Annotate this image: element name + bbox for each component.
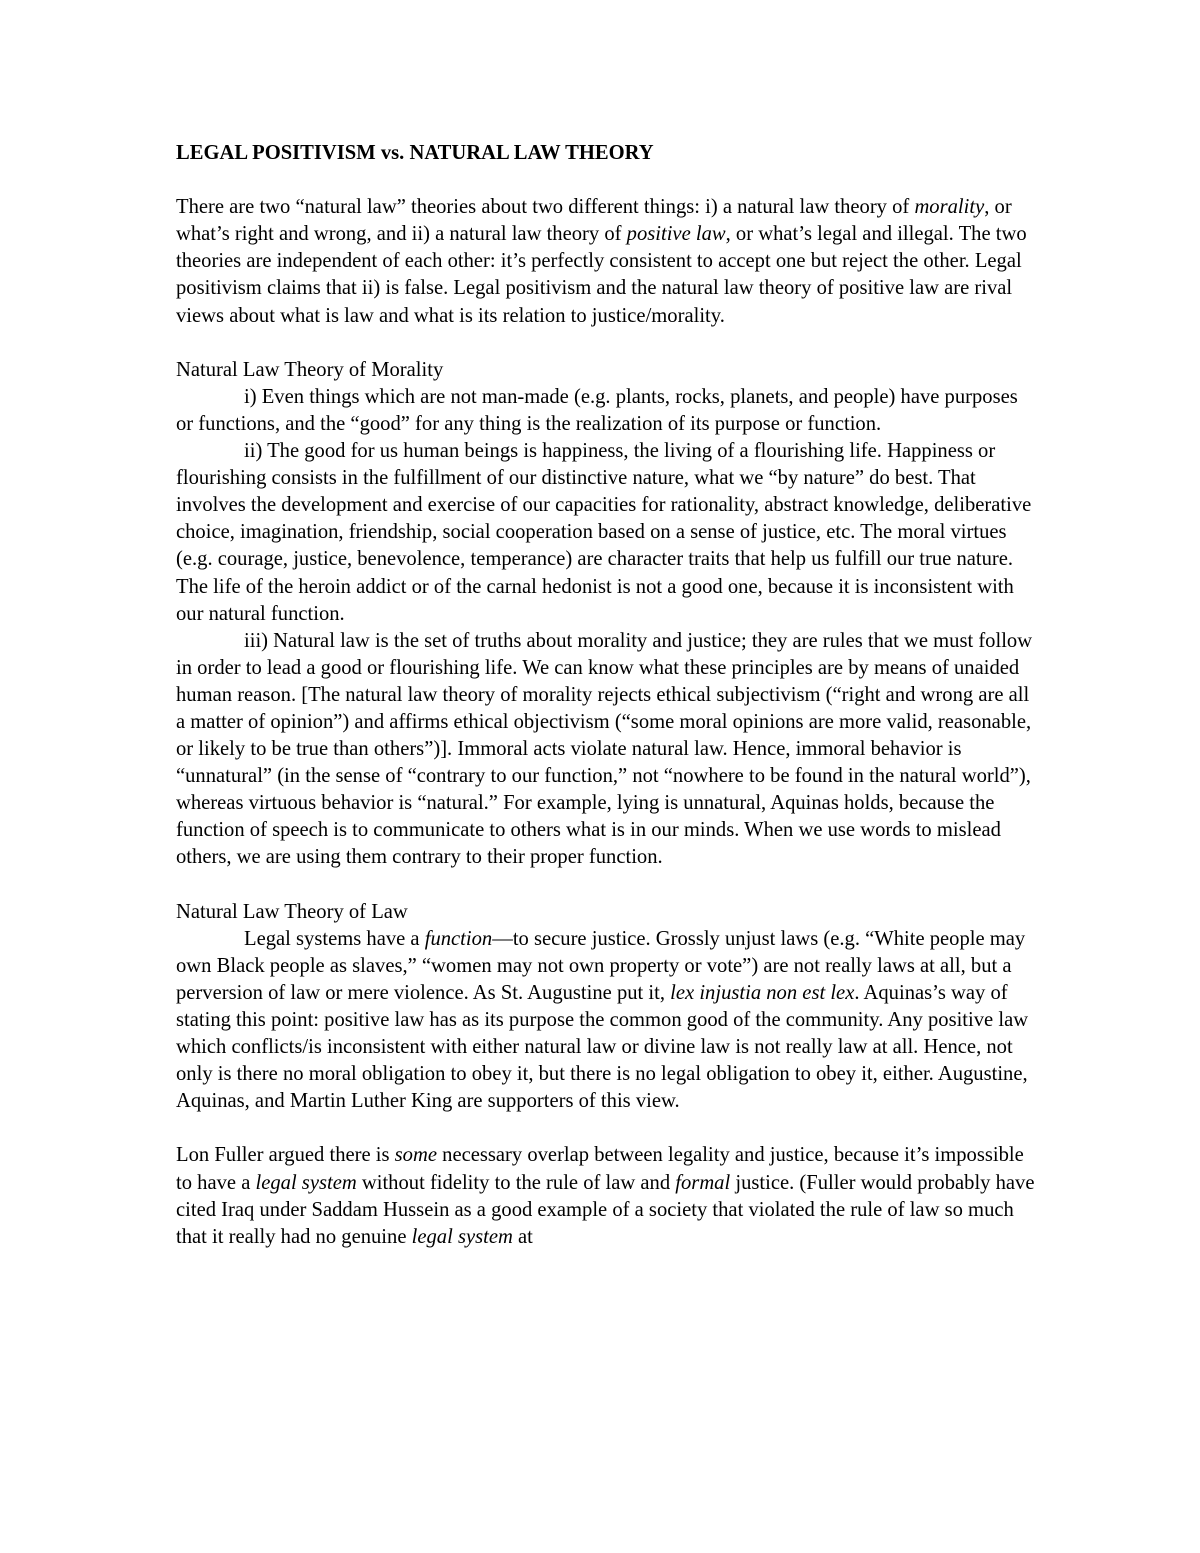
- morality-point-3: iii) Natural law is the set of truths about morality and justice; they are rules that we must follow in order to lead a good or flourishing life. We can know what these principles are by means of unaided human reason. [The natural law theory of morality rejects ethical subjectivism (“right and wrong are all a matter of opinion”) and affirms ethical objectivism (“some moral opinions are more valid, reasonable, or likely to be true than others”)]. Immoral acts violate natural law. Hence, immoral behavior is “unnatural” (in the sense of “contrary to our function,” not “nowhere to be found in the natural world”), whereas virtuous behavior is “natural.” For example, lying is unnatural, Aquinas holds, because the function of speech is to communicate to others what is in our minds. When we use words to mislead others, we are using them contrary to their proper function.: [176, 629, 1033, 869]
- fuller-paragraph: Lon Fuller argued there is some necessary overlap between legality and justice, because it’s impossible to have a legal system without fidelity to the rule of law and formal justice. (Fuller would probably have cited Iraq under Saddam Hussein as a good example of a society that violated the rule of law so much that it really had no genuine legal system at: [176, 1144, 1035, 1248]
- intro-paragraph: There are two “natural law” theories about two different things: i) a natural law theory of morality, or what’s right and wrong, and ii) a natural law theory of positive law, or what’s legal and illegal. The two theories are independent of each other: it’s perfectly consistent to accept one but reject the other. Legal positivism claims that ii) is false. Legal positivism and the natural law theory of positive law are rival views about what is law and what is its relation to justice/morality.: [176, 196, 1027, 327]
- section-heading-law: Natural Law Theory of Law: [176, 900, 408, 923]
- section-heading-morality: Natural Law Theory of Morality: [176, 358, 444, 381]
- document-page: [176, 140, 1036, 1251]
- document-title: LEGAL POSITIVISM vs. NATURAL LAW THEORY: [176, 142, 654, 164]
- morality-point-1: i) Even things which are not man-made (e.g. plants, rocks, planets, and people) have purposes or functions, and the “good” for any thing is the realization of its purpose or function.: [176, 385, 1018, 435]
- section-natural-law-morality: [176, 357, 1036, 872]
- morality-point-2: ii) The good for us human beings is happiness, the living of a flourishing life. Happiness or flourishing consists in the fulfillment of our distinctive nature, what we “by nature” do best. That involves the development and exercise of our capacities for rationality, abstract knowledge, deliberative choice, imagination, friendship, social cooperation based on a sense of justice, etc. The moral virtues (e.g. courage, justice, benevolence, temperance) are character traits that help us fulfill our true nature. The life of the heroin addict or of the carnal hedonist is not a good one, because it is inconsistent with our natural function.: [176, 440, 1032, 625]
- section-natural-law-law: [176, 899, 1036, 1116]
- law-paragraph: Legal systems have a function—to secure justice. Grossly unjust laws (e.g. “White people may own Black people as slaves,” “women may not own property or vote”) are not really laws at all, but a perversion of law or mere violence. As St. Augustine put it, lex injustia non est lex. Aquinas’s way of stating this point: positive law has as its purpose the common good of the community. Any positive law which conflicts/is inconsistent with either natural law or divine law is not really law at all. Hence, not only is there no moral obligation to obey it, but there is no legal obligation to obey it, either. Augustine, Aquinas, and Martin Luther King are supporters of this view.: [176, 927, 1029, 1113]
